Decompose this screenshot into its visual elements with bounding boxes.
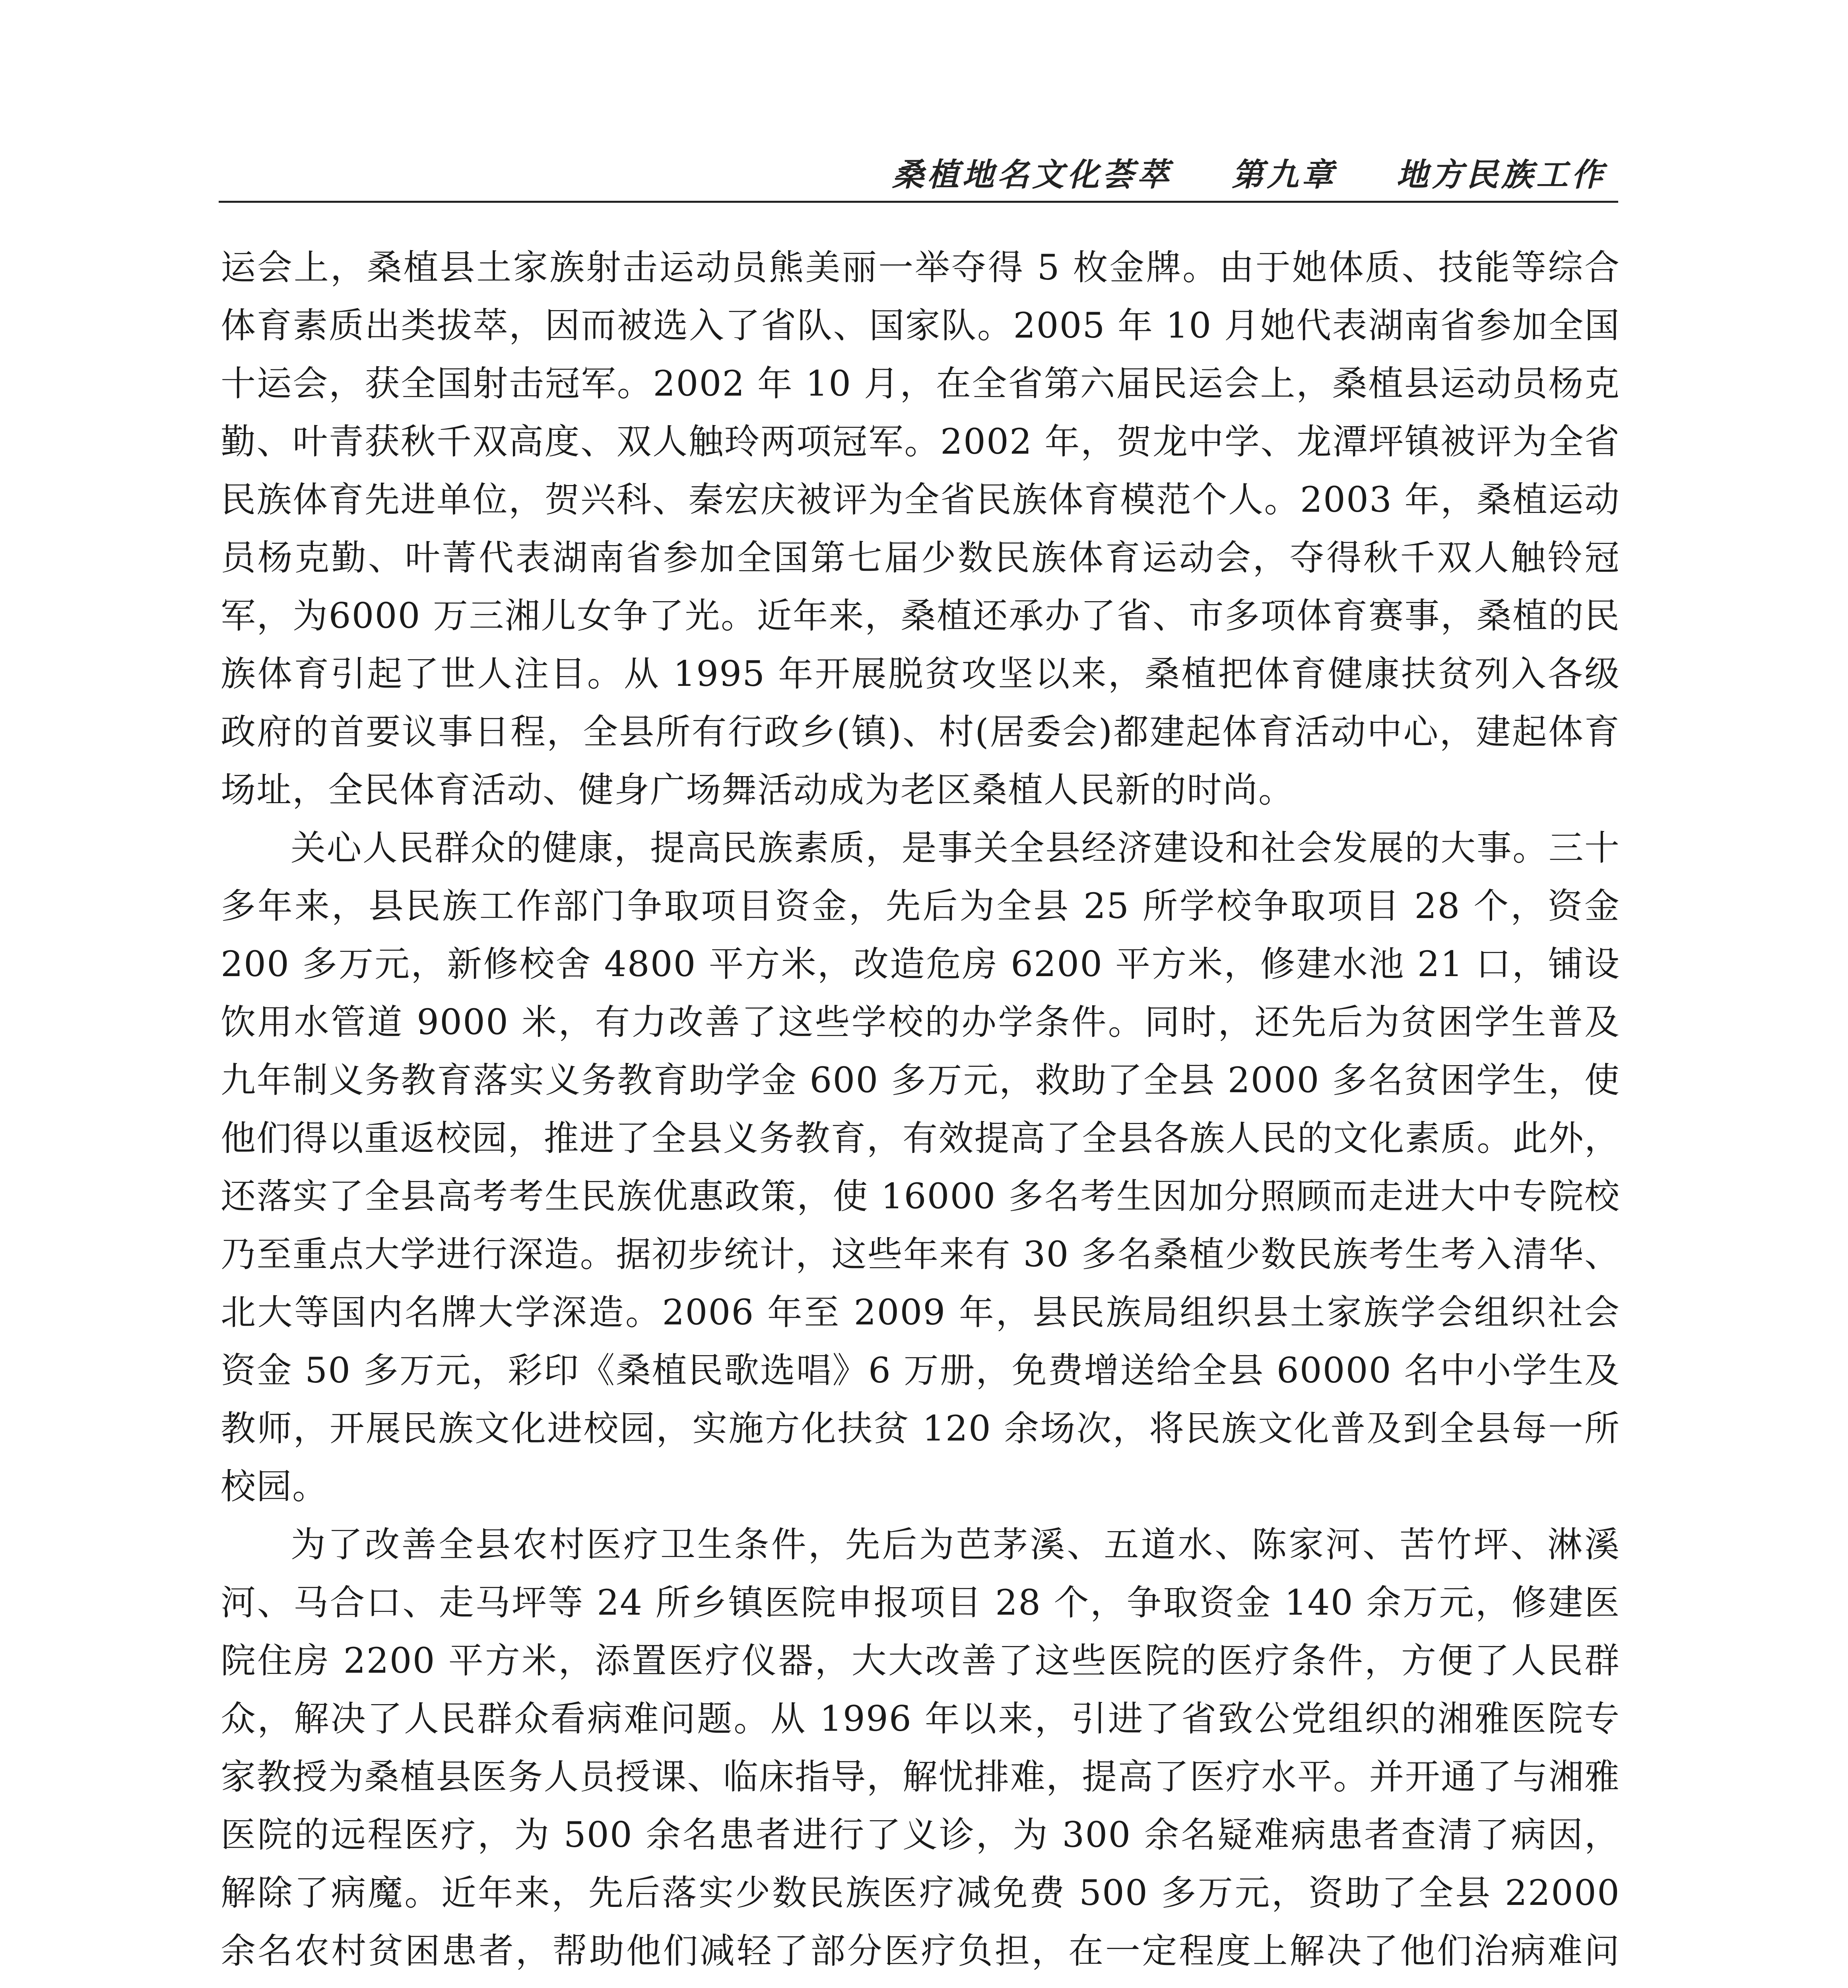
paragraph-1: 运会上，桑植县土家族射击运动员熊美丽一举夺得 5 枚金牌。由于她体质、技能等综合体育素质出类拔萃，因而被选入了省队、国家队。2005 年 10 月她代表湖南省参加全国十运会，获全国射击冠军。2002 年 10 月，在全省第六届民运会上，桑植县运动员杨克勤、叶青获秋千双高度、双人触玲两项冠军。2002 年，贺龙中学、龙潭坪镇被评为全省民族体育先进单位，贺兴科、秦宏庆被评为全省民族体育模范个人。2003 年，桑植运动员杨克勤、叶菁代表湖南省参加全国第七届少数民族体育运动会，夺得秋千双人触铃冠军，为6000 万三湘儿女争了光。近年来，桑植还承办了省、市多项体育赛事，桑植的民族体育引起了世人注目。从 1995 年开展脱贫攻坚以来，桑植把体育健康扶贫列入各级政府的首要议事日程，全县所有行政乡(镇)、村(居委会)都建起体育活动中心，建起体育场址，全民体育活动、健身广场舞活动成为老区桑植人民新的时尚。 [221,247,1620,810]
chapter-title: 地方民族工作 [1396,156,1606,193]
header-text [892,149,1606,195]
paragraph-3: 为了改善全县农村医疗卫生条件，先后为芭茅溪、五道水、陈家河、苦竹坪、淋溪河、马合口、走马坪等 24 所乡镇医院申报项目 28 个，争取资金 140 余万元，修建医院住房 2200 平方米，添置医疗仪器，大大改善了这些医院的医疗条件，方便了人民群众，解决了人民群众看病难问题。从 1996 年以来，引进了省致公党组织的湘雅医院专家教授为桑植县医务人员授课、临床指导，解忧排难，提高了医疗水平。并开通了与湘雅医院的远程医疗，为 500 余名患者进行了义诊，为 300 余名疑难病患者查清了病因，解除了病魔。近年来，先后落实少数民族医疗减免费 500 多万元，资助了全县 22000 余名农村贫困患者，帮助他们减轻了部分医疗负担，在一定程度上解决了他们治病难问 [221,1524,1620,1971]
body-text [221,239,1620,1988]
paragraph-2: 关心人民群众的健康，提高民族素质，是事关全县经济建设和社会发展的大事。三十多年来，县民族工作部门争取项目资金，先后为全县 25 所学校争取项目 28 个，资金 200 多万元，新修校舍 4800 平方米，改造危房 6200 平方米，修建水池 21 口，铺设饮用水管道 9000 米，有力改善了这些学校的办学条件。同时，还先后为贫困学生普及九年制义务教育落实义务教育助学金 600 多万元，救助了全县 2000 多名贫困学生，使他们得以重返校园，推进了全县义务教育，有效提高了全县各族人民的文化素质。此外，还落实了全县高考考生民族优惠政策，使 16000 多名考生因加分照顾而走进大中专院校乃至重点大学进行深造。据初步统计，这些年来有 30 多名桑植少数民族考生考入清华、北大等国内名牌大学深造。2006 年至 2009 年，县民族局组织县土家族学会组织社会资金 50 多万元，彩印《桑植民歌选唱》6 万册，免费增送给全县 60000 名中小学生及教师，开展民族文化进校园，实施方化扶贫 120 余场次，将民族文化普及到全县每一所校园。 [221,827,1620,1507]
chapter-number: 第九章 [1232,156,1337,193]
book-title: 桑植地名文化荟萃 [892,156,1172,193]
running-header [219,141,1618,203]
